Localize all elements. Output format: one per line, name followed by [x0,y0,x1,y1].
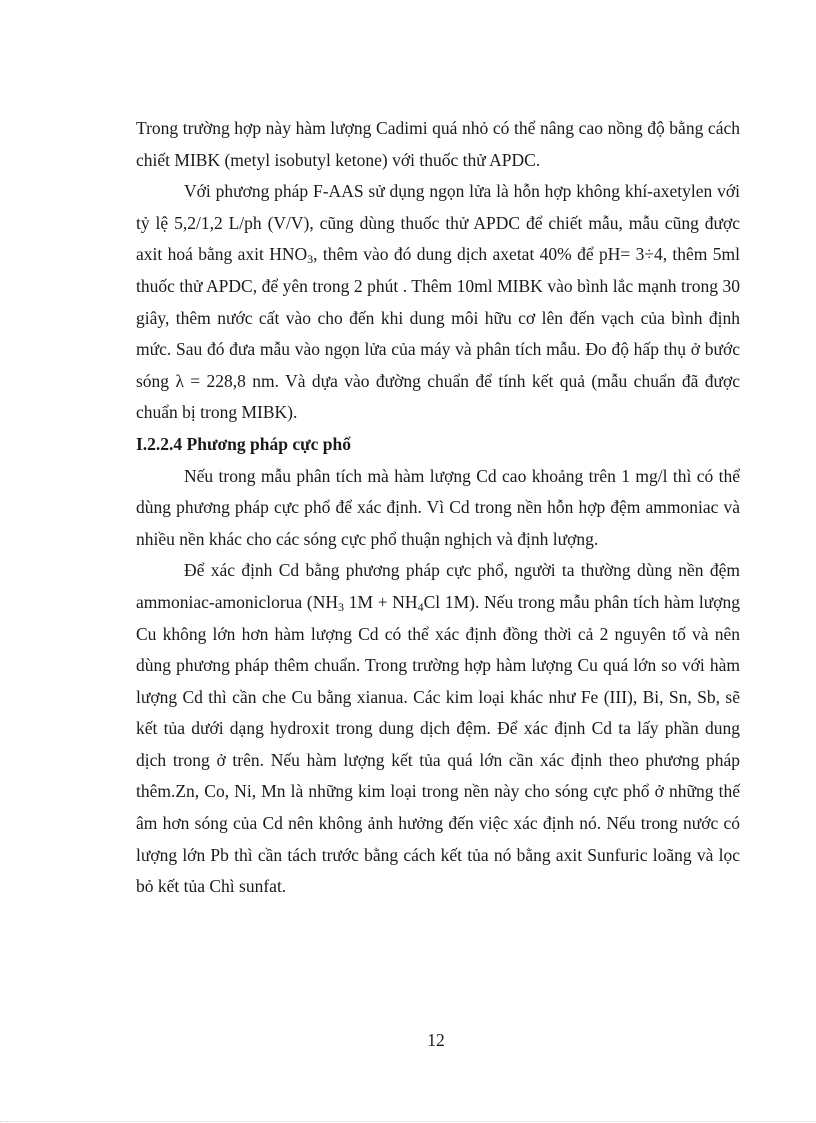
paragraph-polarography-intro: Nếu trong mẫu phân tích mà hàm lượng Cd cao khoảng trên 1 mg/l thì có thể dùng phương pháp cực phổ để xác định. Vì Cd trong nền hỗn hợp đệm ammoniac và nhiều nền khác cho các sóng cực phổ thuận nghịch và định lượng. [136,465,740,549]
paragraph-polarography-details: Để xác định Cd bằng phương pháp cực phổ, người ta thường dùng nền đệm ammoniac-amoniclorua ($NH_3$ $1M + NH_4Cl$ 1M). Nếu trong mẫu phân tích hàm lượng Cu không lớn hơn hàm lượng Cd có thể xác định đồng thời cả 2 nguyên tố và nên dùng phương pháp thêm chuẩn. Trong trường hợp hàm lượng Cu quá lớn so với hàm lượng Cd thì cần che Cu bằng xianua. Các kim loại khác như Fe (III), Bi, Sn, Sb, sẽ kết tủa dưới dạng hydroxit trong dung dịch đệm. Để xác định Cd ta lấy phần dung dịch trong ở trên. Nếu hàm lượng kết tủa quá lớn cần xác định theo phương pháp thêm.Zn, Co, Ni, Mn là những kim loại trong nền này cho sóng cực phổ ở những thế âm hơn sóng của Cd nên không ảnh hưởng đến việc xác định nó. Nếu trong nước có lượng lớn Pb thì cần tách trước bằng cách kết tủa nó bằng axit Sunfuric loãng và lọc bỏ kết tủa Chì sunfat. [136,560,740,897]
section-heading: I.2.2.4 Phương pháp cực phổ [136,433,351,454]
paragraph-f-aas-method: Với phương pháp F-AAS sử dụng ngọn lửa là hỗn hợp không khí-axetylen với tỷ lệ 5,2/1,2 L/ph (V/V), cũng dùng thuốc thử APDC để chiết mẫu, mẫu cũng được axit hoá bằng axit $HNO_3$, thêm vào đó dung dịch axetat 40% để pH= 3÷4, thêm 5ml thuốc thử APDC, để yên trong 2 phút . Thêm 10ml MIBK vào bình lắc mạnh trong 30 giây, thêm nước cất vào cho đến khi dung môi hữu cơ lên đến vạch của bình định mức. Sau đó đưa mẫu vào ngọn lửa của máy và phân tích mẫu. Đo độ hấp thụ ở bước sóng λ = 228,8 nm. Và dựa vào đường chuẩn để tính kết quả (mẫu chuẩn đã được chuẩn bị trong MIBK). [136,181,741,423]
paragraph-mibk-extraction: Trong trường hợp này hàm lượng Cadimi quá nhỏ có thể nâng cao nồng độ bằng cách chiết MIBK (metyl isobutyl ketone) với thuốc thử APDC. [136,118,740,170]
page-number: 12 [427,1030,445,1050]
body-text [136,113,740,903]
page-bottom-rule [0,1121,816,1122]
